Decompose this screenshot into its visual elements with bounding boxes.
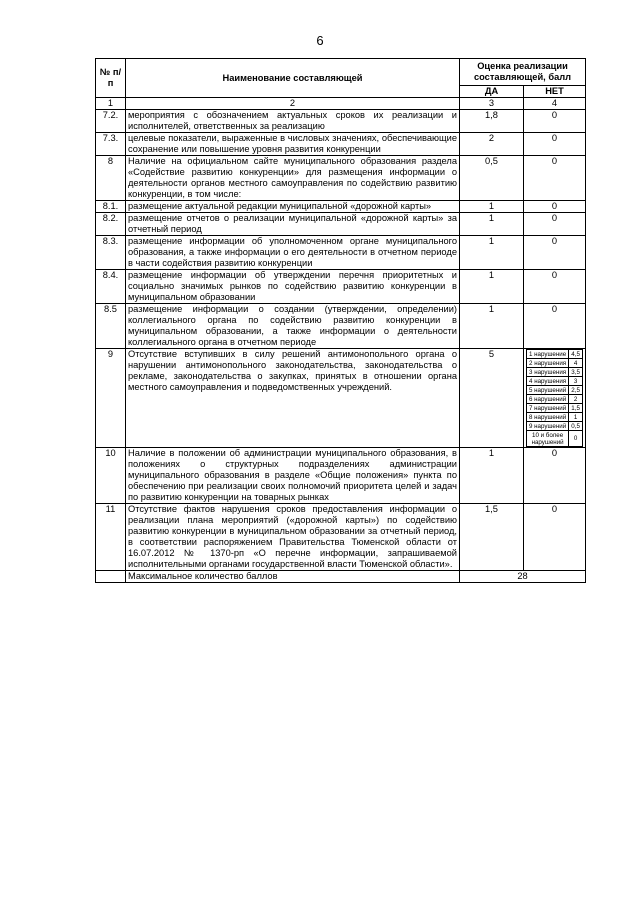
- row-number: 8.1.: [96, 201, 126, 213]
- row-text: размещение информации об уполномоченном органе муниципального образования, а также информации о его деятельности в отчетном периоде в части содействия развитию конкуренции: [126, 236, 460, 270]
- row-no-score: 0: [524, 504, 586, 571]
- index-cell: 3: [460, 98, 524, 110]
- scale-label: 4 нарушения: [527, 377, 569, 386]
- row-yes-score: 1: [460, 201, 524, 213]
- row-no-score: 0: [524, 270, 586, 304]
- row-number: 8: [96, 156, 126, 201]
- row-yes-score: 1,8: [460, 110, 524, 133]
- scale-label: 5 нарушений: [527, 386, 569, 395]
- table-row: [96, 156, 586, 201]
- scale-row: [527, 431, 583, 447]
- row-number: 7.2.: [96, 110, 126, 133]
- scale-label: 3 нарушения: [527, 368, 569, 377]
- row-yes-score: 1: [460, 270, 524, 304]
- row-no-score: 0: [524, 133, 586, 156]
- row-number: 10: [96, 448, 126, 504]
- scale-points: 3,5: [569, 368, 583, 377]
- row-text: мероприятия с обозначением актуальных сроков их реализации и исполнителей, ответственных за реализацию: [126, 110, 460, 133]
- row-no-score: 0: [524, 213, 586, 236]
- scale-row: [527, 404, 583, 413]
- scale-points: 2: [569, 395, 583, 404]
- table-row: [96, 448, 586, 504]
- scale-row: [527, 359, 583, 368]
- scale-points: 3: [569, 377, 583, 386]
- scale-points: 1: [569, 413, 583, 422]
- row-no-score: 0: [524, 156, 586, 201]
- table-row: [96, 504, 586, 571]
- row-text: Отсутствие фактов нарушения сроков предоставления информации о реализации плана мероприятий («дорожной карты») по содействию развитию конкуренции в муниципальном образовании за отчетный период, в соответствии распоряжением Правительства Тюменской области от 16.07.2012 № 1370-рп «О перечне информации, запрашиваемой исполнительными органами государственной власти Тюменской области».: [126, 504, 460, 571]
- row-text: размещение информации о создании (утверждении, определении) коллегиального органа по содействию развитию конкуренции в муниципальном образовании, а также информации о деятельности коллегиального органа в отчетном периоде: [126, 304, 460, 349]
- table-row: [96, 304, 586, 349]
- row-no-score: 0: [524, 304, 586, 349]
- table-row: [96, 133, 586, 156]
- scale-row: [527, 413, 583, 422]
- total-value: 28: [460, 571, 586, 583]
- scale-label: 6 нарушений: [527, 395, 569, 404]
- row-number: 9: [96, 349, 126, 448]
- scale-row: [527, 368, 583, 377]
- total-empty-cell: [96, 571, 126, 583]
- row-yes-score: 1: [460, 213, 524, 236]
- scale-points: 0,5: [569, 422, 583, 431]
- scale-row: [527, 422, 583, 431]
- scale-label: 2 нарушения: [527, 359, 569, 368]
- row-number: 8.4.: [96, 270, 126, 304]
- row-text: Наличие в положении об администрации муниципального образования, в положениях о структурных подразделениях администрации муниципального образования в разделе «Общие положения» пункта по обеспечению при реализации своих полномочий приоритета целей и задач по развитию конкуренции на товарных рынках: [126, 448, 460, 504]
- row-no-score: 0: [524, 236, 586, 270]
- row-yes-score: 1: [460, 236, 524, 270]
- scale-row: [527, 377, 583, 386]
- row-text: размещение отчетов о реализации муниципальной «дорожной карты» за отчетный период: [126, 213, 460, 236]
- table-row: [96, 349, 586, 448]
- scale-points: 2,5: [569, 386, 583, 395]
- scale-label: 7 нарушений: [527, 404, 569, 413]
- scale-points: 4: [569, 359, 583, 368]
- row-no-score: 0: [524, 201, 586, 213]
- table-row: [96, 236, 586, 270]
- scale-label: 10 и более нарушений: [527, 431, 569, 447]
- row-text: Наличие на официальном сайте муниципального образования раздела «Содействие развитию конкуренции» для размещения информации о деятельности органов местного самоуправления по содействию развитию конкуренции, в том числе:: [126, 156, 460, 201]
- scale-row: [527, 386, 583, 395]
- table-row: [96, 110, 586, 133]
- row-yes-score: 1: [460, 448, 524, 504]
- scale-label: 8 нарушений: [527, 413, 569, 422]
- row-number: 11: [96, 504, 126, 571]
- row-number: 7.3.: [96, 133, 126, 156]
- header-name: Наименование составляющей: [126, 59, 460, 98]
- row-no-score: 0: [524, 110, 586, 133]
- index-cell: 2: [126, 98, 460, 110]
- scale-label: 9 нарушений: [527, 422, 569, 431]
- table-row: [96, 270, 586, 304]
- row-yes-score: 1: [460, 304, 524, 349]
- row-yes-score: 5: [460, 349, 524, 448]
- index-cell: 1: [96, 98, 126, 110]
- index-cell: 4: [524, 98, 586, 110]
- row-text: размещение информации об утверждении перечня приоритетных и социально значимых рынков по содействию развитию конкуренции в муниципальном образовании: [126, 270, 460, 304]
- scale-row: [527, 395, 583, 404]
- page-number: 6: [316, 33, 324, 48]
- row-text: Отсутствие вступивших в силу решений антимонопольного органа о нарушении антимонопольного законодательства, законодательства о рекламе, законодательства о закупках, принятых в отношении органа местного самоуправления и подведомственных учреждений.: [126, 349, 460, 448]
- header-no: НЕТ: [524, 86, 586, 98]
- scale-points: 4,5: [569, 350, 583, 359]
- assessment-table: [95, 58, 586, 583]
- total-label: Максимальное количество баллов: [126, 571, 460, 583]
- scale-points: 0: [569, 431, 583, 447]
- row-no-score: 0: [524, 448, 586, 504]
- row-number: 8.3.: [96, 236, 126, 270]
- row-number: 8.2.: [96, 213, 126, 236]
- total-row: [96, 571, 586, 583]
- table-row: [96, 201, 586, 213]
- table-row: [96, 213, 586, 236]
- row-number: 8.5: [96, 304, 126, 349]
- row-yes-score: 0,5: [460, 156, 524, 201]
- header-num: № п/п: [96, 59, 126, 98]
- header-yes: ДА: [460, 86, 524, 98]
- violations-scale-table: [526, 349, 583, 447]
- row-yes-score: 1,5: [460, 504, 524, 571]
- row-text: целевые показатели, выраженные в числовых значениях, обеспечивающие сохранение или повышение уровня развития конкуренции: [126, 133, 460, 156]
- scale-points: 1,5: [569, 404, 583, 413]
- scale-label: 1 нарушение: [527, 350, 569, 359]
- violations-scale-cell: [524, 349, 586, 448]
- row-yes-score: 2: [460, 133, 524, 156]
- header-assessment: Оценка реализации составляющей, балл: [460, 59, 586, 86]
- scale-row: [527, 350, 583, 359]
- row-text: размещение актуальной редакции муниципальной «дорожной карты»: [126, 201, 460, 213]
- column-index-row: [96, 98, 586, 110]
